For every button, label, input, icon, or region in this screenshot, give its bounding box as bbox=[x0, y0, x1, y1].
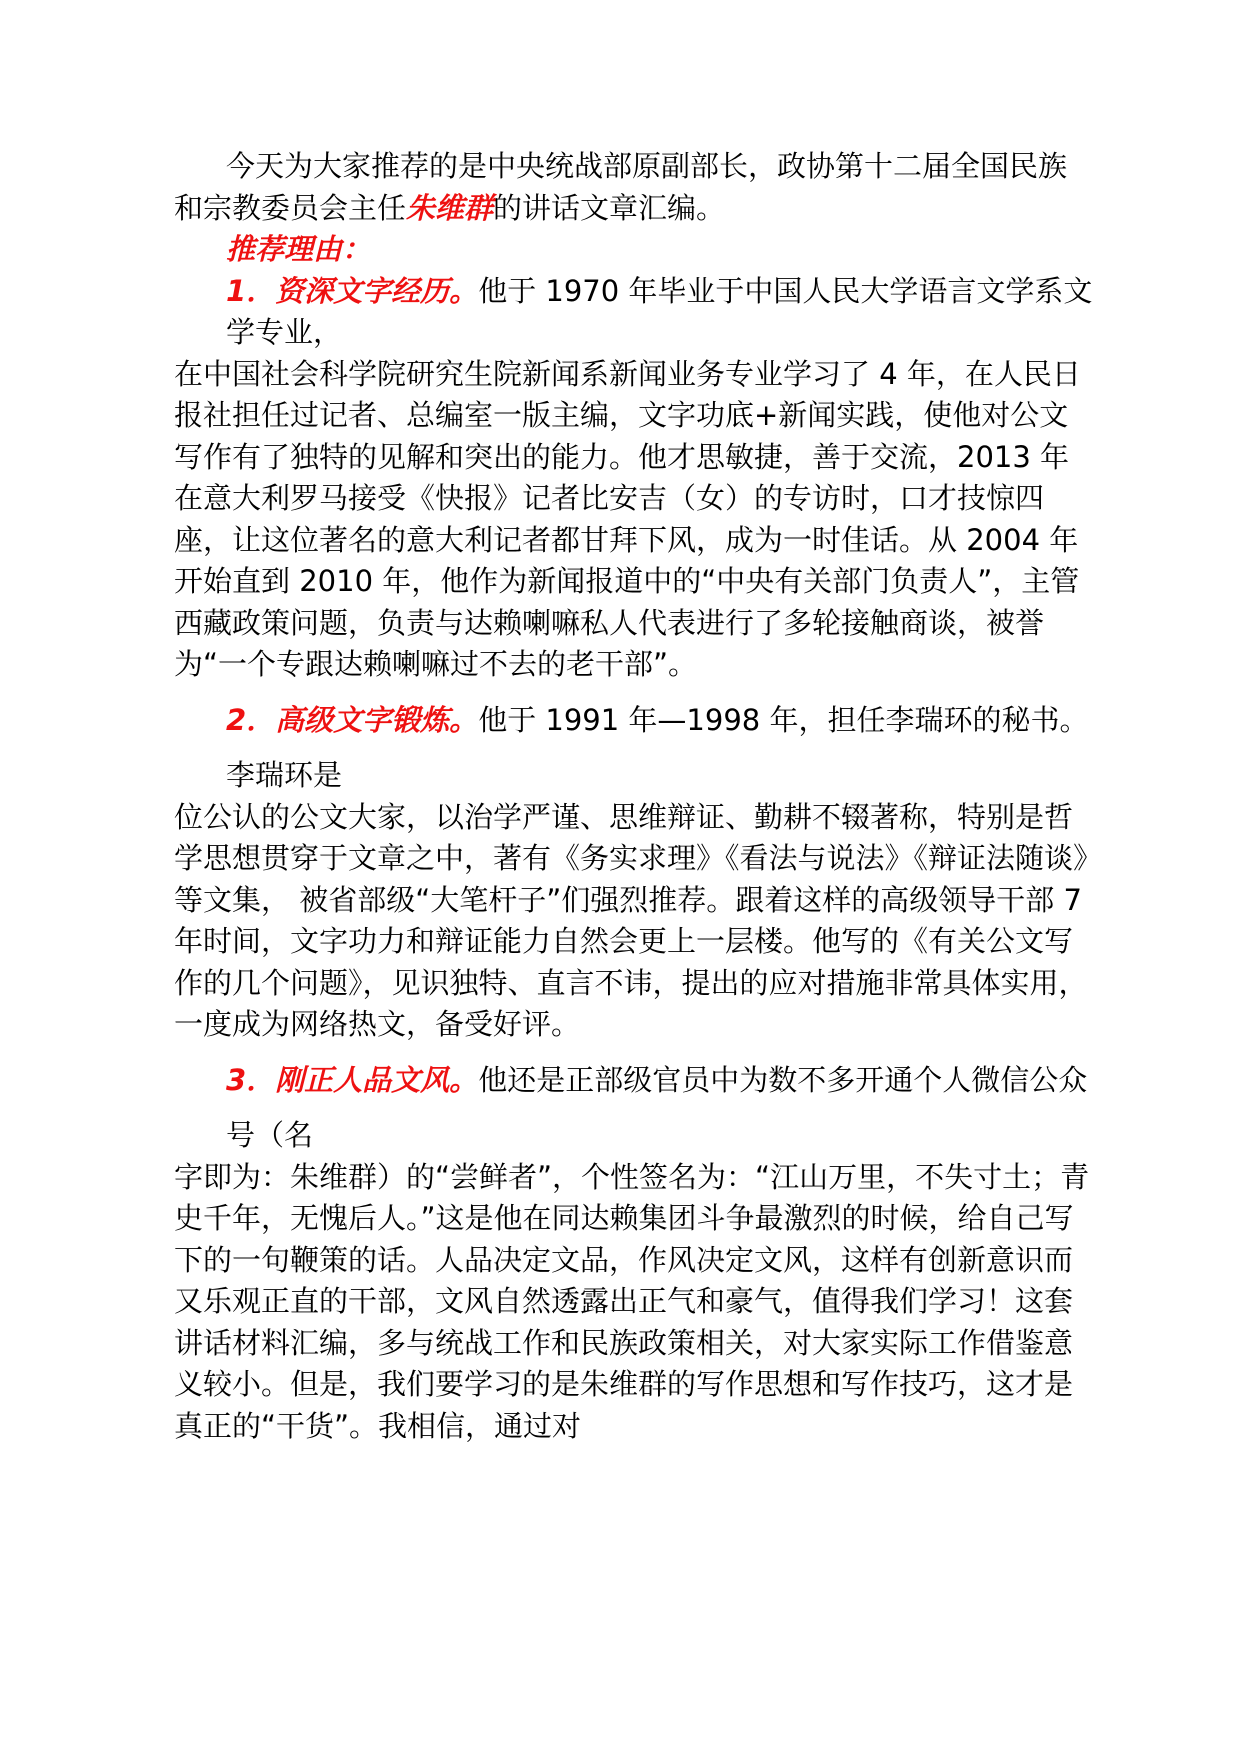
reasons-heading: 推荐理由： bbox=[226, 232, 372, 266]
reason-3-lead-continuation: 号（名 bbox=[226, 1118, 314, 1152]
reason-2-title: 2．高级文字锻炼。 bbox=[226, 702, 479, 737]
highlighted-name: 朱维群 bbox=[406, 190, 494, 225]
reason-3-body: 字即为：朱维群）的“尝鲜者”，个性签名为：“江山万里，不失寸土；青史千年，无愧后人。”这是他在同达赖集团斗争最激烈的时候，给自己写下的一句鞭策的话。人品决定文品，作风决定文风，这样有创新意识而又乐观正直的干部，文风自然透露出正气和豪气，值得我们学习！这套讲话材料汇编，多与统战工作和民族政策相关，对大家实际工作借鉴意义较小。但是，我们要学习的是朱维群的写作思想和写作技巧，这才是真正的“干货”。我相信，通过对 bbox=[174, 1159, 1090, 1443]
reason-2-lead-continuation: 李瑞环是 bbox=[226, 758, 343, 792]
reason-2-heading bbox=[174, 700, 1094, 742]
intro-text-after: 的讲话文章汇编。 bbox=[493, 190, 726, 225]
intro-text-before: 今天为大家推荐的是中央统战部原副部长，政协第十二届全国民族和宗教委员会主任 bbox=[174, 149, 1068, 225]
reason-3-heading bbox=[174, 1060, 1094, 1102]
reason-3-title: 3．刚正人品文风。 bbox=[226, 1062, 479, 1097]
reason-2-lead: 他于 1991 年—1998 年，担任李瑞环的秘书。 bbox=[478, 702, 1089, 737]
reason-3-lead: 他还是正部级官员中为数不多开通个人微信公众 bbox=[478, 1062, 1088, 1097]
reason-1-title: 1．资深文字经历。 bbox=[226, 273, 479, 308]
reason-1-lead: 他于 1970 年毕业于中国人民大学语言文学系文学专业， bbox=[226, 273, 1093, 349]
reason-1-heading bbox=[174, 271, 1094, 354]
intro-paragraph bbox=[174, 146, 1094, 229]
reason-1-body: 在中国社会科学院研究生院新闻系新闻业务专业学习了 4 年，在人民日报社担任过记者、总编室一版主编，文字功底+新闻实践，使他对公文写作有了独特的见解和突出的能力。他才思敏捷，善于交流，2013 年在意大利罗马接受《快报》记者比安吉（女）的专访时，口才技惊四座，让这位著名的意大利记者都甘拜下风，成为一时佳话。从 2004 年开始直到 2010 年，他作为新闻报道中的“中央有关部门负责人”，主管西藏政策问题，负责与达赖喇嘛私人代表进行了多轮接触商谈，被誉为“一个专跟达赖喇嘛过不去的老干部”。 bbox=[174, 356, 1081, 681]
reason-2-body: 位公认的公文大家，以治学严谨、思维辩证、勤耕不辍著称，特别是哲学思想贯穿于文章之中，著有《务实求理》《看法与说法》《辩证法随谈》等文集， 被省部级“大笔杆子”们强烈推荐。跟着这样的高级领导干部 7 年时间，文字功力和辩证能力自然会更上一层楼。他写的《有关公文写作的几个问题》，见识独特、直言不讳，提出的应对措施非常具体实用，一度成为网络热文，备受好评。 bbox=[174, 799, 1088, 1041]
document-body bbox=[174, 146, 1094, 1447]
